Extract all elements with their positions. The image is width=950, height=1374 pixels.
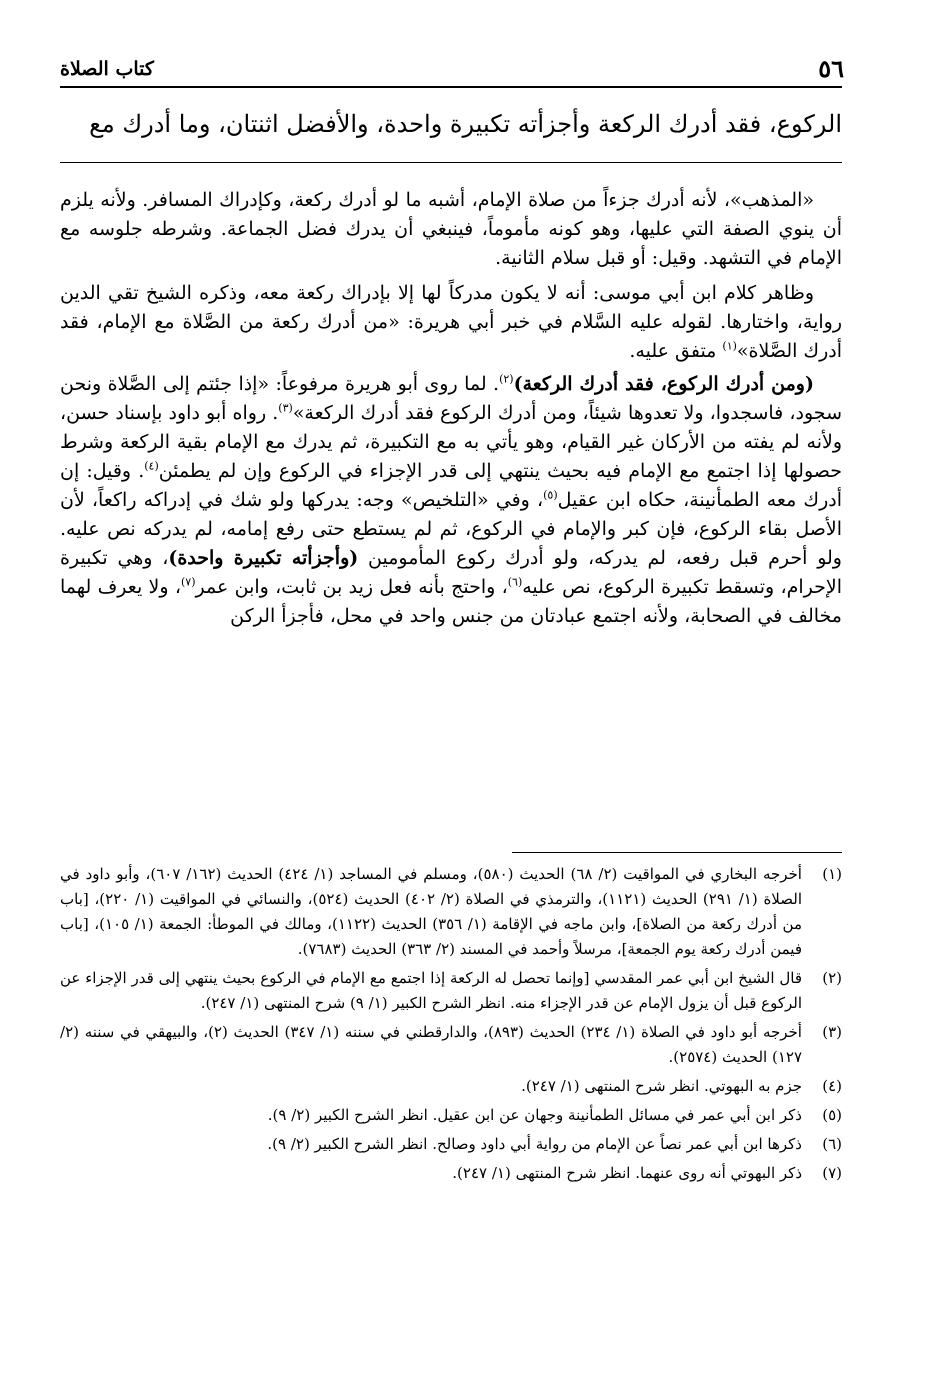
footnote-ref-4[interactable]: (٤) — [144, 459, 159, 473]
footnote-divider — [512, 852, 842, 853]
footnote-text: جزم به البهوتي. انظر شرح المنتهى (١/ ٢٤٧). — [521, 1077, 802, 1095]
commentary — [60, 186, 842, 637]
footnote-ref-7[interactable]: (٧) — [180, 575, 196, 589]
footnote-text: أخرجه أبو داود في الصلاة (١/ ٢٣٤) الحديث (٨٩٣)، والدارقطني في سننه (١/ ٣٤٧) الحديث (٢)، والبيهقي في سننه (٢/ ١٢٧) الحديث (٢٥٧٤). — [60, 1023, 802, 1066]
footnote-text: ذكرها ابن أبي عمر نصاً عن الإمام من رواية أبي داود وصالح. انظر الشرح الكبير (٢/ ٩). — [267, 1135, 802, 1153]
matn-quote-2: (وأجزأته تكبيرة واحدة) — [168, 547, 359, 569]
footnotes — [60, 862, 842, 1190]
p3-text-d: ، وفي «التلخيص» وجه: يدركها ولو شك في إدراكه راكعاً، لأن الأصل بقاء الركوع، فإن كبر والإمام في الركوع، ثم لم يستطع حتى رفع إمامه، لم يدركه نص عليه. ولو أحرم قبل رفعه، لم يدركه، ولو أدرك ركوع المأمومين — [60, 489, 842, 569]
footnote-ref-2[interactable]: (٢) — [499, 372, 514, 386]
p3-text-e: ، وهي تكبيرة الإحرام، وتسقط تكبيرة الركوع، نص عليه — [60, 547, 842, 598]
p2-text-b: متفق عليه. — [629, 340, 723, 362]
p3-text-c: . وقيل: إن أدرك معه الطمأنينة، حكاه ابن عقيل — [60, 460, 842, 511]
footnote-ref-5[interactable]: (٥) — [543, 488, 558, 502]
footnote — [60, 1103, 842, 1128]
footnote — [60, 1132, 842, 1157]
commentary-paragraph-2 — [60, 279, 842, 366]
footnote — [60, 1020, 842, 1070]
footnote-ref-3[interactable]: (٣) — [278, 401, 293, 415]
footnote — [60, 966, 842, 1016]
footnote — [60, 1161, 842, 1186]
footnote-number: (٤) — [822, 1077, 842, 1095]
footnote-number: (٦) — [822, 1135, 842, 1153]
footnote-text: قال الشيخ ابن أبي عمر المقدسي [وإنما تحصل له الركعة إذا اجتمع مع الإمام في الركوع بحيث ينتهي إلى قدر الإجزاء عن الركوع قبل أن يزول الإمام عن قدر الإجزاء منه. انظر الشرح الكبير (١/ ٩) شرح المنتهى (١/ ٢٤٧). — [60, 969, 802, 1012]
footnote-number: (٧) — [822, 1164, 842, 1182]
p3-text-a: . لما روى أبو هريرة مرفوعاً: «إذا جئتم إلى الصَّلاة ونحن سجود، فاسجدوا، ولا تعدوها شيئاً، ومن أدرك الركوع فقد أدرك الركعة» — [60, 373, 842, 424]
footnote-number: (١) — [822, 865, 842, 883]
footnote-number: (٢) — [822, 969, 842, 987]
running-title: كتاب الصلاة — [60, 58, 154, 80]
footnote — [60, 1074, 842, 1099]
commentary-paragraph-1: «المذهب»، لأنه أدرك جزءاً من صلاة الإمام، أشبه ما لو أدرك ركعة، وكإدراك المسافر. ولأنه يلزم أن ينوي الصفة التي عليها، وهو كونه مأموماً، فينبغي أن يدرك فضل الجماعة. وشرطه جلوسه مع الإمام في التشهد. وقيل: أو قبل سلام الثانية. — [60, 189, 842, 269]
footnote-text: ذكر البهوتي أنه روى عنهما. انظر شرح المنتهى (١/ ٢٤٧). — [452, 1164, 802, 1182]
footnote — [60, 862, 842, 962]
footnote-text: أخرجه البخاري في المواقيت (٢/ ٦٨) الحديث (٥٨٠)، ومسلم في المساجد (١/ ٤٢٤) الحديث (١٦٢/ ٦٠٧)، وأبو داود في الصلاة (١/ ٢٩١) الحديث (١١٢١)، والترمذي في الصلاة (٢/ ٤٠٢) الحديث (٥٢٤)، والنسائي في المواقيت (١/ ٢٢٠)، [باب من أدرك ركعة من الصلاة]، وابن ماجه في الإقامة (١/ ٣٥٦) الحديث (١١٢٢)، ومالك في الموطأ: الجمعة (١/ ١٠٥)، [باب فيمن أدرك ركعة يوم الجمعة]، مرسلاً وأحمد في المسند (٢/ ٣٦٣) الحديث (٧٦٨٣). — [60, 865, 802, 958]
commentary-paragraph-3 — [60, 370, 842, 631]
p2-text-a: وظاهر كلام ابن أبي موسى: أنه لا يكون مدركاً لها إلا بإدراك ركعة معه، وذكره الشيخ تقي الدين رواية، واختارها. لقوله عليه السَّلام في خبر أبي هريرة: «من أدرك ركعة من الصَّلاة مع الإمام، فقد أدرك الصَّلاة» — [60, 282, 842, 362]
footnote-number: (٥) — [822, 1106, 842, 1124]
footnote-text: ذكر ابن أبي عمر في مسائل الطمأنينة وجهان عن ابن عقيل. انظر الشرح الكبير (٢/ ٩). — [267, 1106, 802, 1124]
footnote-number: (٣) — [822, 1023, 842, 1041]
matn-quote-1: (ومن أدرك الركوع، فقد أدرك الركعة) — [513, 373, 814, 395]
footnote-ref-6[interactable]: (٦) — [507, 575, 523, 589]
p3-text-b: . رواه أبو داود بإسناد حسن، ولأنه لم يفته من الأركان غير القيام، وهو يأتي به مع التكبيرة، ثم يدرك مع الإمام بقية الركعة وشرط حصولها إذا اجتمع مع الإمام فيه بحيث ينتهي إلى قدر الإجزاء في الركوع وإن لم يطمئن — [60, 402, 842, 482]
p3-text-f: ، واحتج بأنه فعل زيد بن ثابت، وابن عمر — [195, 576, 508, 598]
p3-text-g: ، ولا يعرف لهما مخالف في الصحابة، ولأنه اجتمع عبادتان من جنس واحد في محل، فأجزأ الركن — [60, 576, 842, 627]
page-number: ٥٦ — [818, 54, 844, 83]
page-header — [60, 52, 842, 88]
footnote-ref-1[interactable]: (١) — [722, 339, 737, 353]
matn-text: الركوع، فقد أدرك الركعة وأجزأته تكبيرة واحدة، والأفضل اثنتان، وما أدرك مع — [60, 100, 842, 163]
